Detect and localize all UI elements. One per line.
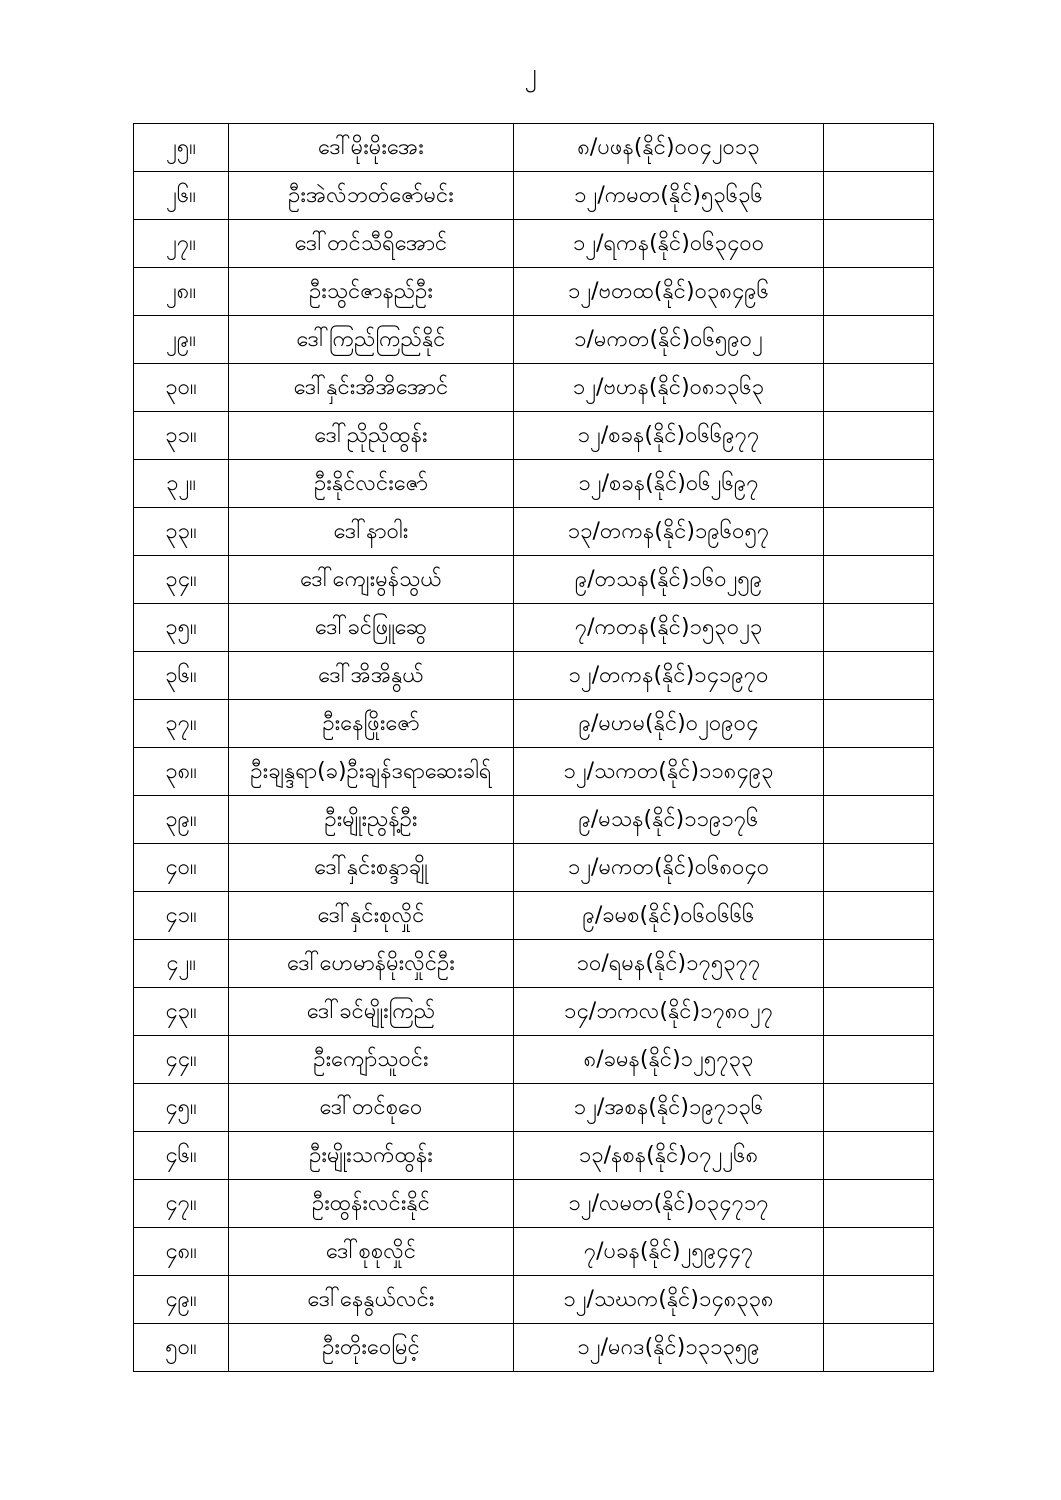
table-row bbox=[134, 556, 934, 604]
remark-cell bbox=[824, 460, 934, 508]
row-number-cell: ၃၁။ bbox=[134, 412, 229, 460]
table-row bbox=[134, 508, 934, 556]
person-name-cell bbox=[229, 1036, 514, 1084]
remark-cell bbox=[824, 172, 934, 220]
table-row bbox=[134, 1036, 934, 1084]
person-name-cell bbox=[229, 268, 514, 316]
nrc-number-cell: ၁၀/ရမန(နိုင်)၁၇၅၃၇၇ bbox=[514, 940, 824, 988]
nrc-number-cell: ၁၂/စခန(နိုင်)၀၆၆၉၇၇ bbox=[514, 412, 824, 460]
row-number-cell: ၄၂။ bbox=[134, 940, 229, 988]
table-row bbox=[134, 316, 934, 364]
roster-table-body bbox=[134, 124, 934, 1372]
remark-cell bbox=[824, 268, 934, 316]
remark-cell bbox=[824, 652, 934, 700]
nrc-number-cell: ၉/တသန(နိုင်)၁၆၀၂၅၉ bbox=[514, 556, 824, 604]
table-row bbox=[134, 268, 934, 316]
person-name-cell bbox=[229, 1324, 514, 1372]
person-name-cell bbox=[229, 556, 514, 604]
remark-cell bbox=[824, 124, 934, 172]
nrc-number-cell: ၉/မသန(နိုင်)၁၁၉၁၇၆ bbox=[514, 796, 824, 844]
person-name-cell bbox=[229, 940, 514, 988]
row-number-cell: ၃၀။ bbox=[134, 364, 229, 412]
nrc-number-cell: ၇/ကတန(နိုင်)၁၅၃၀၂၃ bbox=[514, 604, 824, 652]
person-name-cell bbox=[229, 652, 514, 700]
person-name-text: ဦးတိုးဝေမြင့် bbox=[322, 1334, 420, 1360]
person-name-cell bbox=[229, 844, 514, 892]
nrc-number-cell: ၁၂/သကတ(နိုင်)၁၁၈၄၉၃ bbox=[514, 748, 824, 796]
person-name-text: ဦးချန္ဒရာ(ခ)ဦးချန်ဒရာဆေးခါရ် bbox=[250, 758, 492, 784]
person-name-text: ဒေါ်တင်သီရိအောင် bbox=[294, 230, 448, 256]
person-name-cell bbox=[229, 172, 514, 220]
person-name-cell bbox=[229, 220, 514, 268]
table-row bbox=[134, 988, 934, 1036]
nrc-number-cell: ၁၂/စခန(နိုင်)၀၆၂၆၉၇ bbox=[514, 460, 824, 508]
nrc-number-cell: ၈/ခမန(နိုင်)၁၂၅၇၃၃ bbox=[514, 1036, 824, 1084]
person-name-text: ဒေါ်ဟေမာန်မိုးလှိုင်ဦး bbox=[287, 950, 455, 976]
person-name-text: ဒေါ်ကျေးမွန်သွယ် bbox=[300, 566, 442, 592]
row-number-cell: ၄၀။ bbox=[134, 844, 229, 892]
row-number-cell: ၃၂။ bbox=[134, 460, 229, 508]
row-number-cell: ၃၃။ bbox=[134, 508, 229, 556]
table-row bbox=[134, 844, 934, 892]
row-number-cell: ၅၀။ bbox=[134, 1324, 229, 1372]
row-number-cell: ၄၅။ bbox=[134, 1084, 229, 1132]
row-number-cell: ၄၄။ bbox=[134, 1036, 229, 1084]
person-name-cell bbox=[229, 748, 514, 796]
nrc-number-cell: ၇/ပခန(နိုင်)၂၅၉၄၄၇ bbox=[514, 1228, 824, 1276]
remark-cell bbox=[824, 1324, 934, 1372]
row-number-cell: ၃၄။ bbox=[134, 556, 229, 604]
nrc-number-cell: ၁၂/မဂဒ(နိုင်)၁၃၁၃၅၉ bbox=[514, 1324, 824, 1372]
table-row bbox=[134, 172, 934, 220]
nrc-number-cell: ၁၂/ဗတထ(နိုင်)၀၃၈၄၉၆ bbox=[514, 268, 824, 316]
person-name-text: ဦးနေဖြိုးဇော် bbox=[322, 710, 420, 736]
nrc-number-cell: ၉/မဟမ(နိုင်)၀၂၀၉၀၄ bbox=[514, 700, 824, 748]
row-number-cell: ၃၆။ bbox=[134, 652, 229, 700]
person-name-text: ဦးမျိုးသက်ထွန်း bbox=[309, 1142, 433, 1168]
row-number-cell: ၂၆။ bbox=[134, 172, 229, 220]
person-name-text: ဒေါ်နှင်းစန္ဒာချို bbox=[314, 854, 428, 880]
row-number-cell: ၃၇။ bbox=[134, 700, 229, 748]
row-number-cell: ၄၇။ bbox=[134, 1180, 229, 1228]
nrc-number-cell: ၁၃/နစန(နိုင်)၀၇၂၂၆၈ bbox=[514, 1132, 824, 1180]
nrc-number-cell: ၁၂/မကတ(နိုင်)၀၆၈၀၄၀ bbox=[514, 844, 824, 892]
remark-cell bbox=[824, 1276, 934, 1324]
remark-cell bbox=[824, 940, 934, 988]
roster-table-container bbox=[133, 123, 933, 1372]
remark-cell bbox=[824, 1132, 934, 1180]
row-number-cell: ၃၉။ bbox=[134, 796, 229, 844]
person-name-text: ဒေါ်နာဝါး bbox=[333, 518, 409, 544]
remark-cell bbox=[824, 748, 934, 796]
person-name-cell bbox=[229, 988, 514, 1036]
remark-cell bbox=[824, 844, 934, 892]
remark-cell bbox=[824, 220, 934, 268]
table-row bbox=[134, 796, 934, 844]
table-row bbox=[134, 604, 934, 652]
person-name-text: ဦးနိုင်လင်းဇော် bbox=[314, 470, 428, 496]
remark-cell bbox=[824, 364, 934, 412]
table-row bbox=[134, 940, 934, 988]
remark-cell bbox=[824, 1084, 934, 1132]
remark-cell bbox=[824, 1180, 934, 1228]
table-row bbox=[134, 748, 934, 796]
person-name-text: ဦးမျိုးညွန့်ဦး bbox=[324, 806, 418, 832]
nrc-number-cell: ၁၂/တကန(နိုင်)၁၄၁၉၇၀ bbox=[514, 652, 824, 700]
row-number-cell: ၂၅။ bbox=[134, 124, 229, 172]
person-name-text: ဦးသွင်ဇာနည်ဦး bbox=[309, 278, 433, 304]
person-name-cell bbox=[229, 700, 514, 748]
nrc-number-cell: ၁၂/ကမတ(နိုင်)၅၃၆၃၆ bbox=[514, 172, 824, 220]
person-name-cell bbox=[229, 1180, 514, 1228]
person-name-cell bbox=[229, 1132, 514, 1180]
remark-cell bbox=[824, 508, 934, 556]
person-name-text: ဒေါ်နှင်းအိအိအောင် bbox=[293, 374, 449, 400]
person-name-text: ဒေါ်မိုးမိုးအေး bbox=[318, 134, 424, 160]
person-name-cell bbox=[229, 892, 514, 940]
table-row bbox=[134, 652, 934, 700]
table-row bbox=[134, 1276, 934, 1324]
table-row bbox=[134, 364, 934, 412]
person-name-cell bbox=[229, 460, 514, 508]
table-row bbox=[134, 412, 934, 460]
person-name-text: ဦးကျော်သူဝင်း bbox=[313, 1046, 429, 1072]
person-name-text: ဒေါ်စုစုလှိုင် bbox=[325, 1238, 417, 1264]
row-number-cell: ၃၅။ bbox=[134, 604, 229, 652]
person-name-cell bbox=[229, 604, 514, 652]
remark-cell bbox=[824, 1228, 934, 1276]
person-name-cell bbox=[229, 1228, 514, 1276]
row-number-cell: ၂၈။ bbox=[134, 268, 229, 316]
nrc-number-cell: ၁၂/ရကန(နိုင်)၀၆၃၄၀၀ bbox=[514, 220, 824, 268]
remark-cell bbox=[824, 412, 934, 460]
remark-cell bbox=[824, 988, 934, 1036]
person-name-cell bbox=[229, 364, 514, 412]
table-row bbox=[134, 124, 934, 172]
table-row bbox=[134, 460, 934, 508]
person-name-text: ဦးအဲလ်ဘတ်ဇော်မင်း bbox=[288, 182, 454, 208]
person-name-cell bbox=[229, 412, 514, 460]
remark-cell bbox=[824, 604, 934, 652]
table-row bbox=[134, 220, 934, 268]
person-name-cell bbox=[229, 796, 514, 844]
row-number-cell: ၂၇။ bbox=[134, 220, 229, 268]
row-number-cell: ၃၈။ bbox=[134, 748, 229, 796]
row-number-cell: ၂၉။ bbox=[134, 316, 229, 364]
person-name-text: ဦးထွန်းလင်းနိုင် bbox=[311, 1190, 430, 1216]
person-name-text: ဒေါ်နေနွယ်လင်း bbox=[307, 1286, 435, 1312]
person-name-text: ဒေါ်နှင်းစုလှိုင် bbox=[317, 902, 425, 928]
table-row bbox=[134, 1084, 934, 1132]
remark-cell bbox=[824, 892, 934, 940]
person-name-text: ဒေါ်ညိုညိုထွန်း bbox=[314, 422, 428, 448]
table-row bbox=[134, 1180, 934, 1228]
row-number-cell: ၄၃။ bbox=[134, 988, 229, 1036]
table-row bbox=[134, 892, 934, 940]
roster-table bbox=[133, 123, 934, 1372]
nrc-number-cell: ၁၂/အစန(နိုင်)၁၉၇၁၃၆ bbox=[514, 1084, 824, 1132]
person-name-cell bbox=[229, 1276, 514, 1324]
table-row bbox=[134, 1132, 934, 1180]
nrc-number-cell: ၉/ခမစ(နိုင်)၀၆၀၆၆၆ bbox=[514, 892, 824, 940]
person-name-text: ဒေါ်ကြည်ကြည်နိုင် bbox=[296, 326, 446, 352]
page-number: ၂ bbox=[524, 58, 537, 87]
person-name-text: ဒေါ်တင်စုဝေ bbox=[319, 1094, 423, 1120]
remark-cell bbox=[824, 1036, 934, 1084]
nrc-number-cell: ၁၄/ဘကလ(နိုင်)၁၇၈၀၂၇ bbox=[514, 988, 824, 1036]
remark-cell bbox=[824, 700, 934, 748]
table-row bbox=[134, 1324, 934, 1372]
person-name-text: ဒေါ်ခင်မျိုးကြည် bbox=[306, 998, 436, 1024]
person-name-cell bbox=[229, 124, 514, 172]
nrc-number-cell: ၁၂/သဃက(နိုင်)၁၄၈၃၃၈ bbox=[514, 1276, 824, 1324]
nrc-number-cell: ၁၂/ဗဟန(နိုင်)၀၈၁၃၆၃ bbox=[514, 364, 824, 412]
table-row bbox=[134, 700, 934, 748]
nrc-number-cell: ၈/ပဖန(နိုင်)၀၀၄၂၀၁၃ bbox=[514, 124, 824, 172]
remark-cell bbox=[824, 796, 934, 844]
person-name-text: ဒေါ်အိအိနွယ် bbox=[318, 662, 424, 688]
person-name-cell bbox=[229, 1084, 514, 1132]
row-number-cell: ၄၁။ bbox=[134, 892, 229, 940]
remark-cell bbox=[824, 316, 934, 364]
remark-cell bbox=[824, 556, 934, 604]
row-number-cell: ၄၉။ bbox=[134, 1276, 229, 1324]
row-number-cell: ၄၈။ bbox=[134, 1228, 229, 1276]
nrc-number-cell: ၁၂/လမတ(နိုင်)၀၃၄၇၁၇ bbox=[514, 1180, 824, 1228]
person-name-cell bbox=[229, 316, 514, 364]
row-number-cell: ၄၆။ bbox=[134, 1132, 229, 1180]
person-name-cell bbox=[229, 508, 514, 556]
person-name-text: ဒေါ်ခင်ဖြူဆွေ bbox=[314, 614, 428, 640]
nrc-number-cell: ၁/မကတ(နိုင်)၀၆၅၉၀၂ bbox=[514, 316, 824, 364]
table-row bbox=[134, 1228, 934, 1276]
nrc-number-cell: ၁၃/တကန(နိုင်)၁၉၆၀၅၇ bbox=[514, 508, 824, 556]
